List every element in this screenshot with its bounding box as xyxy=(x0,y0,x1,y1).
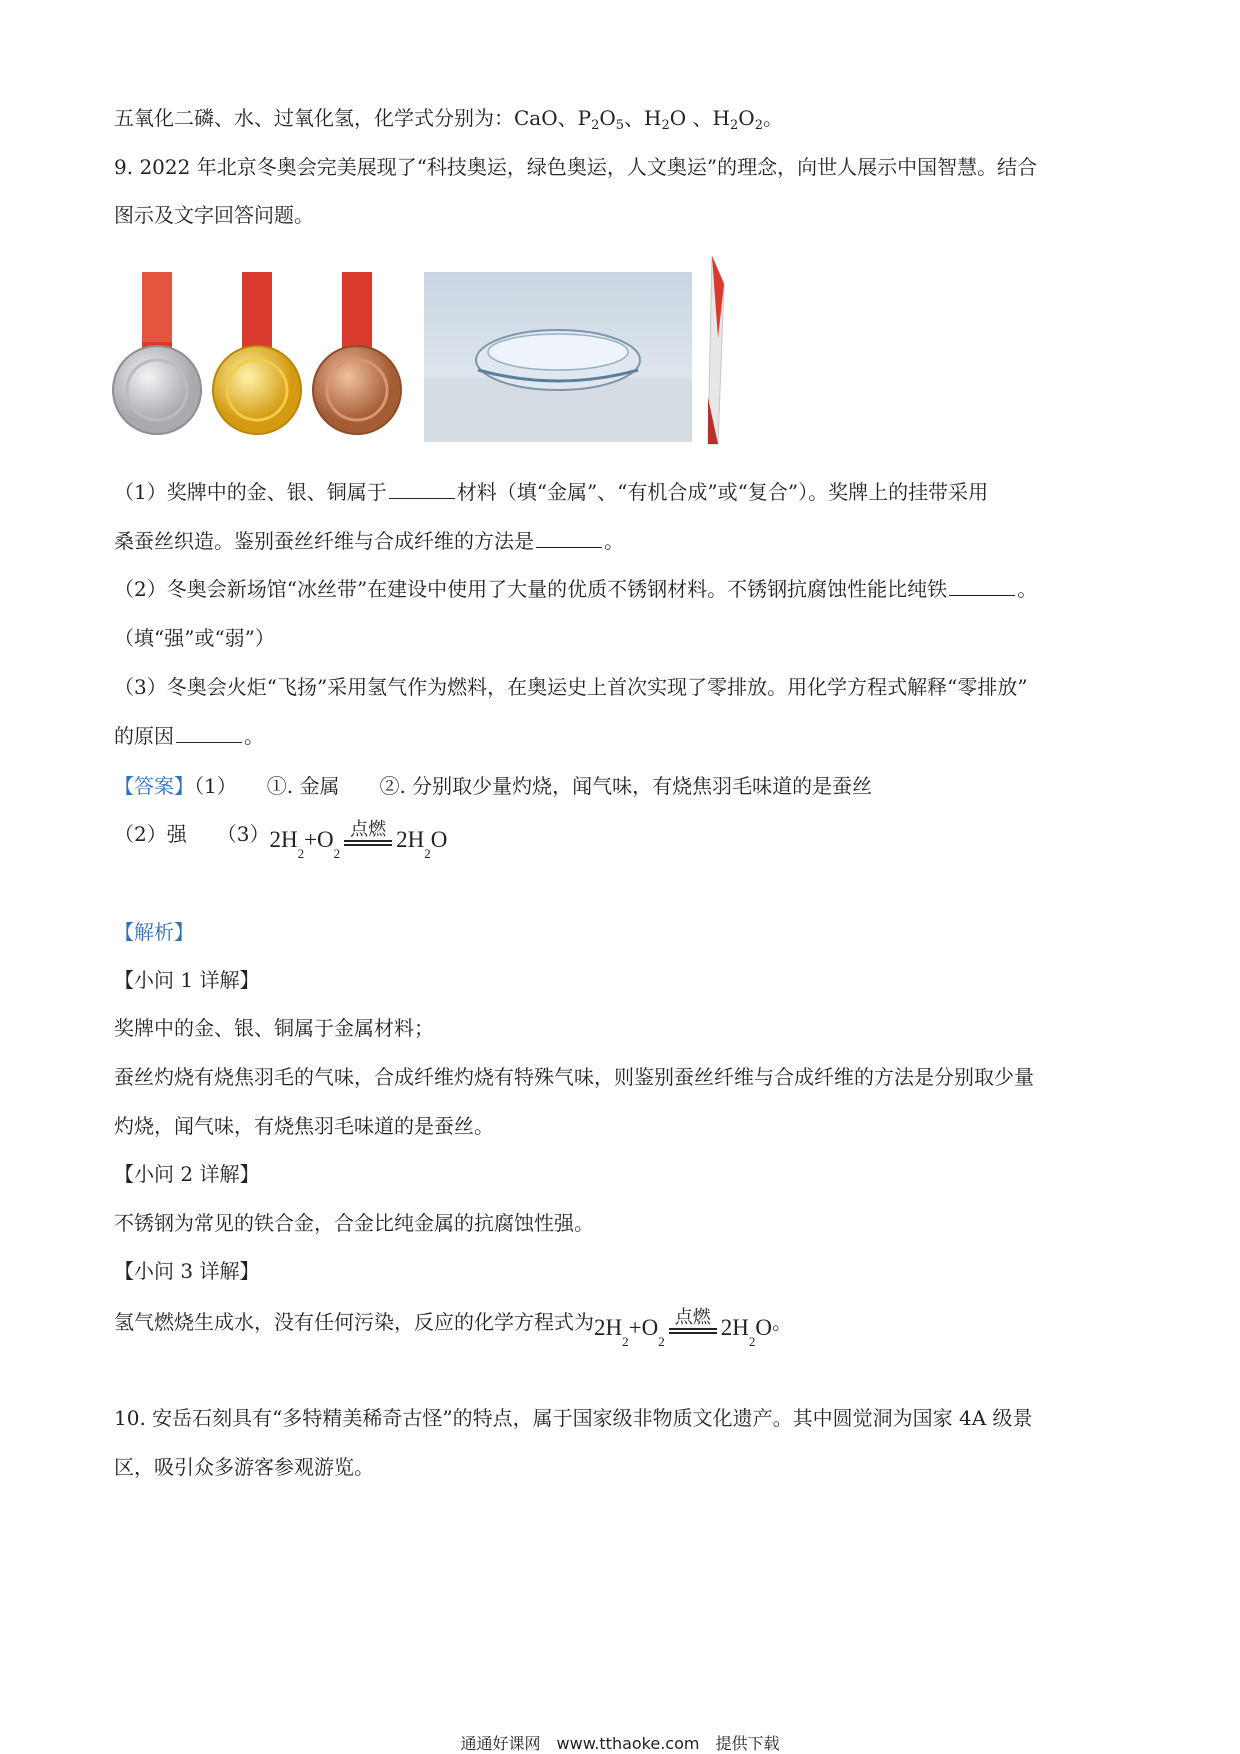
answer-blank xyxy=(536,529,602,548)
subquestion-1-label: 【小问 1 详解】 xyxy=(114,968,260,992)
subquestion-1-text-c: 灼烧，闻气味，有烧焦羽毛味道的是蚕丝。 xyxy=(114,1114,494,1138)
reaction-arrow: 点燃 xyxy=(669,1308,717,1342)
olympic-images xyxy=(112,248,732,463)
part-2-line-b: （填“强”或“弱”） xyxy=(114,626,275,650)
torch-icon xyxy=(708,256,724,444)
question-10-stem-cont: 区，吸引众多游客参观游览。 xyxy=(114,1455,374,1479)
chemical-equation-2: 2H 2 +O 2 点燃 2H 2 O xyxy=(594,1307,772,1349)
part-3-line-a: （3）冬奥会火炬“飞扬”采用氢气作为燃料，在奥运史上首次实现了零排放。用化学方程式解释“零排放” xyxy=(114,675,1028,699)
page-footer: 通通好课网 www.tthaoke.com 提供下载 xyxy=(460,1734,780,1753)
subquestion-2-text: 不锈钢为常见的铁合金，合金比纯金属的抗腐蚀性强。 xyxy=(114,1211,594,1235)
question-9-stem-cont: 图示及文字回答问题。 xyxy=(114,203,314,227)
answer-blank xyxy=(389,480,455,499)
silver-medal-icon xyxy=(113,272,201,434)
part-1-line-b: 桑蚕丝织造。鉴别蚕丝纤维与合成纤维的方法是 。 xyxy=(114,529,624,553)
part-2-line-a: （2）冬奥会新场馆“冰丝带”在建设中使用了大量的优质不锈钢材料。不锈钢抗腐蚀性能比纯铁 。 xyxy=(114,577,1038,601)
chemical-equation: 2H 2 +O 2 点燃 2H 2 O xyxy=(269,819,448,861)
question-10-stem: 10. 安岳石刻具有“多特精美稀奇古怪”的特点，属于国家级非物质文化遗产。其中圆觉洞为国家 4A 级景 xyxy=(114,1406,1033,1430)
text-line-formulas: 五氧化二磷、水、过氧化氢，化学式分别为：CaO、$P_2O_5$、$H_2O$ 、$H_2O_2$。 xyxy=(114,106,783,133)
ice-ribbon-stadium-image xyxy=(424,272,692,442)
analysis-label: 【解析】 xyxy=(114,920,194,944)
answer-line-1: 【答案】（1） ①. 金属 ②. 分别取少量灼烧，闻气味，有烧焦羽毛味道的是蚕丝 xyxy=(114,774,873,798)
gold-medal-icon xyxy=(213,272,301,434)
subquestion-2-label: 【小问 2 详解】 xyxy=(114,1162,260,1186)
answer-blank xyxy=(949,577,1015,596)
answer-label: 【答案】 xyxy=(114,774,194,798)
subquestion-1-text-a: 奖牌中的金、银、铜属于金属材料； xyxy=(114,1016,434,1040)
subquestion-3-label: 【小问 3 详解】 xyxy=(114,1259,260,1283)
subquestion-1-text-b: 蚕丝灼烧有烧焦羽毛的气味，合成纤维灼烧有特殊气味，则鉴别蚕丝纤维与合成纤维的方法是分别取少量 xyxy=(114,1065,1034,1089)
bronze-medal-icon xyxy=(313,272,401,434)
part-1-line-a: （1）奖牌中的金、银、铜属于 材料（填“金属”、“有机合成”或“复合”）。奖牌上的挂带采用 xyxy=(114,480,989,504)
answer-line-2: （2）强 （3） 2H 2 +O 2 点燃 2H 2 O xyxy=(114,819,448,861)
answer-blank xyxy=(176,724,242,743)
part-3-line-b: 的原因 。 xyxy=(114,724,264,748)
subquestion-3-text: 氢气燃烧生成水，没有任何污染，反应的化学方程式为 2H 2 +O 2 点燃 2H 2 O 。 xyxy=(114,1307,792,1349)
question-9-stem: 9. 2022 年北京冬奥会完美展现了“科技奥运，绿色奥运，人文奥运”的理念，向世人展示中国智慧。结合 xyxy=(114,155,1038,179)
reaction-arrow: 点燃 xyxy=(344,820,392,854)
